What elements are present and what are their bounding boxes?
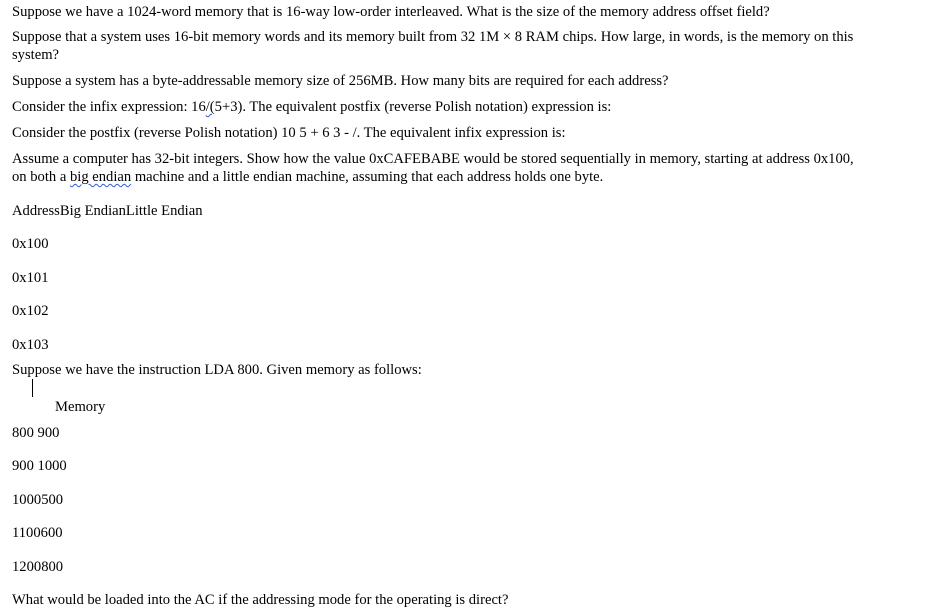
- question-endian-line1: Assume a computer has 32-bit integers. Show how the value 0xCAFEBABE would be stored sequentially in memory, starting at address 0x100,: [12, 151, 854, 167]
- spelling-squiggle[interactable]: big endian: [69, 169, 132, 185]
- question-ram-chips-line2: system?: [12, 47, 60, 63]
- question-infix-to-postfix: [12, 98, 611, 116]
- memory-row: 900 1000: [12, 458, 67, 474]
- grammar-squiggle[interactable]: /(: [205, 99, 215, 115]
- question-interleaved-memory: Suppose we have a 1024-word memory that is 16-way low-order interleaved. What is the size of the memory address offset field?: [12, 4, 770, 20]
- question-postfix-to-infix: Consider the postfix (reverse Polish notation) 10 5 + 6 3 - /. The equivalent infix expression is:: [12, 125, 566, 141]
- endian-table-row: 0x103: [12, 337, 49, 353]
- question-address-bits: Suppose a system has a byte-addressable memory size of 256MB. How many bits are required for each address?: [12, 73, 669, 89]
- endian-table-row: 0x102: [12, 303, 49, 319]
- question-ram-chips-line1: Suppose that a system uses 16-bit memory words and its memory built from 32 1M × 8 RAM chips. How large, in words, is the memory on this: [12, 29, 854, 45]
- infix-text-after: 5+3). The equivalent postfix (reverse Polish notation) expression is:: [214, 99, 612, 115]
- endian-table-row: 0x100: [12, 236, 49, 252]
- memory-row: 1000500: [12, 492, 64, 508]
- question-endian-line2: [12, 168, 603, 186]
- lda-direct-question: What would be loaded into the AC if the addressing mode for the operating is direct?: [12, 592, 509, 608]
- memory-row: 1100600: [12, 525, 63, 541]
- endian-text-before: on both a: [12, 169, 70, 185]
- endian-text-after: machine and a little endian machine, assuming that each address holds one byte.: [131, 169, 604, 185]
- memory-row: 1200800: [12, 559, 64, 575]
- memory-row: 800 900: [12, 425, 60, 441]
- infix-text-before: Consider the infix expression: 16: [12, 99, 206, 115]
- text-cursor: [32, 379, 33, 397]
- lda-question-intro: Suppose we have the instruction LDA 800. Given memory as follows:: [12, 362, 422, 378]
- memory-label: Memory: [55, 399, 106, 415]
- endian-table-row: 0x101: [12, 270, 49, 286]
- endian-table-header: AddressBig EndianLittle Endian: [12, 203, 203, 219]
